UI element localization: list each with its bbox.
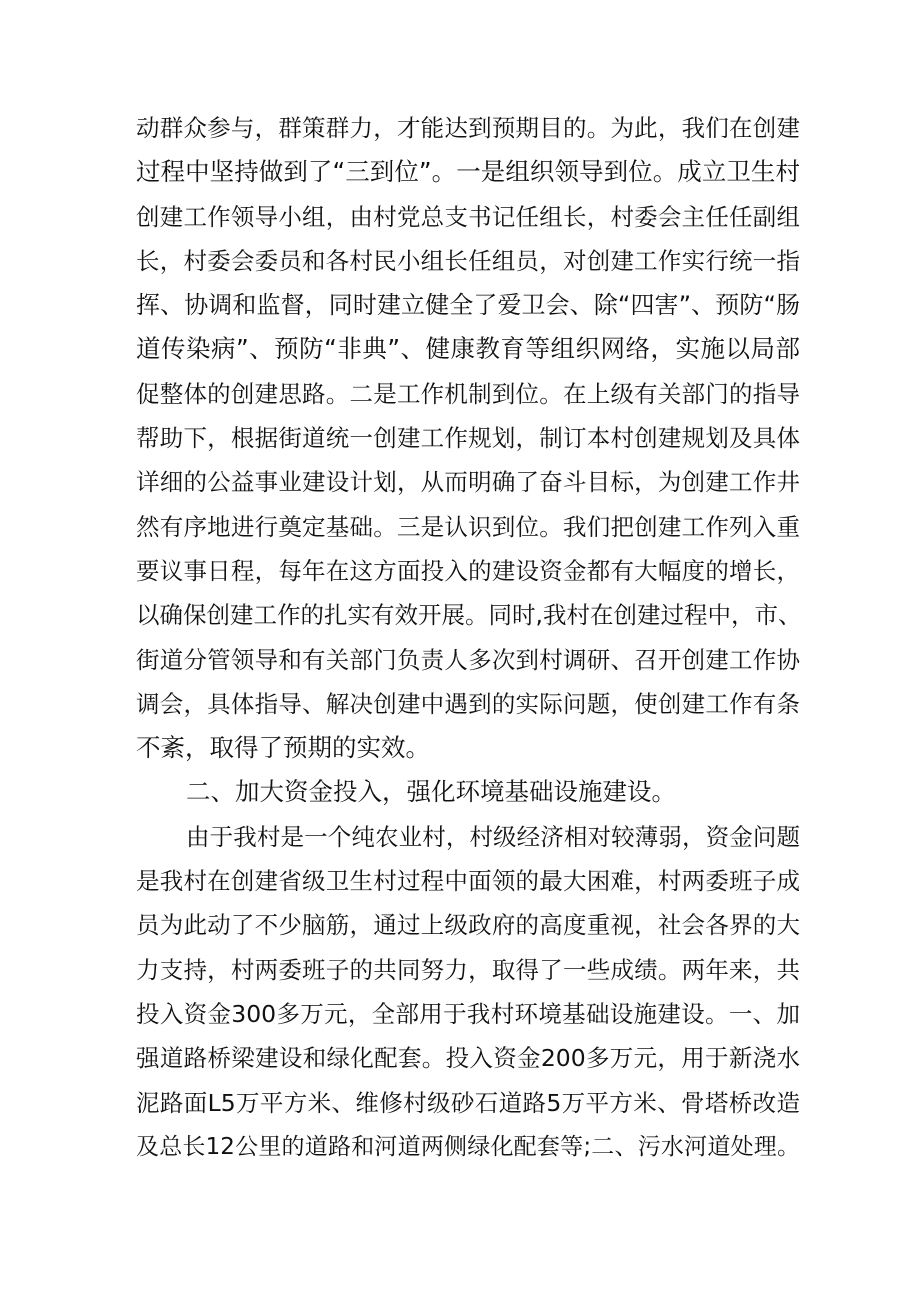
text-line: 促整体的创建思路。二是工作机制到位。在上级有关部门的指导 — [136, 379, 800, 408]
text-line: 然有序地进行奠定基础。三是认识到位。我们把创建工作列入重 — [136, 512, 800, 541]
text-line: 挥、协调和监督，同时建立健全了爱卫会、除“四害”、预防“肠 — [136, 291, 800, 320]
text-line: 是我村在创建省级卫生村过程中面领的最大困难，村两委班子成 — [136, 867, 800, 896]
text-line: 详细的公益事业建设计划，从而明确了奋斗目标，为创建工作井 — [136, 468, 800, 497]
text-line: 及总长12公里的道路和河道两侧绿化配套等;二、污水河道处理。 — [136, 1133, 800, 1160]
text-line: 投入资金300多万元，全部用于我村环境基础设施建设。一、加 — [136, 999, 800, 1028]
text-line: 泥路面L5万平方米、维修村级砂石道路5万平方米、骨塔桥改造 — [136, 1088, 800, 1117]
section-heading-2 — [136, 770, 800, 814]
text-line: 长，村委会委员和各村民小组长任组员，对创建工作实行统一指 — [136, 246, 800, 275]
text-line: 街道分管领导和有关部门负责人多次到村调研、召开创建工作协 — [136, 645, 800, 674]
text-line: 过程中坚持做到了“三到位”。一是组织领导到位。成立卫生村 — [136, 157, 800, 187]
paragraph-1 — [136, 106, 800, 770]
text-line: 强道路桥梁建设和绿化配套。投入资金200多万元，用于新浇水 — [136, 1044, 800, 1073]
text-line: 创建工作领导小组，由村党总支书记任组长，村委会主任任副组 — [136, 202, 800, 231]
body-text — [136, 106, 800, 1169]
text-line: 帮助下，根据街道统一创建工作规划，制订本村创建规划及具体 — [136, 424, 800, 453]
text-line: 力支持，村两委班子的共同努力，取得了一些成绩。两年来，共 — [136, 955, 800, 984]
text-line: 不紊，取得了预期的实效。 — [136, 733, 430, 763]
text-line: 动群众参与，群策群力，才能达到预期目的。为此，我们在创建 — [136, 114, 800, 142]
section-heading-line: 二、加大资金投入，强化环境基础设施建设。 — [186, 777, 676, 807]
text-line: 员为此动了不少脑筋，通过上级政府的高度重视，社会各界的大 — [136, 911, 800, 940]
text-line: 要议事日程，每年在这方面投入的建设资金都有大幅度的增长， — [136, 556, 800, 585]
paragraph-3 — [136, 815, 800, 1169]
text-line: 道传染病”、预防“非典”、健康教育等组织网络，实施以局部 — [136, 334, 800, 364]
text-line: 以确保创建工作的扎实有效开展。同时,我村在创建过程中，市、 — [136, 601, 802, 630]
text-line: 由于我村是一个纯农业村，村级经济相对较薄弱，资金问题 — [186, 822, 800, 851]
text-line: 调会，具体指导、解决创建中遇到的实际问题，使创建工作有条 — [136, 689, 800, 718]
